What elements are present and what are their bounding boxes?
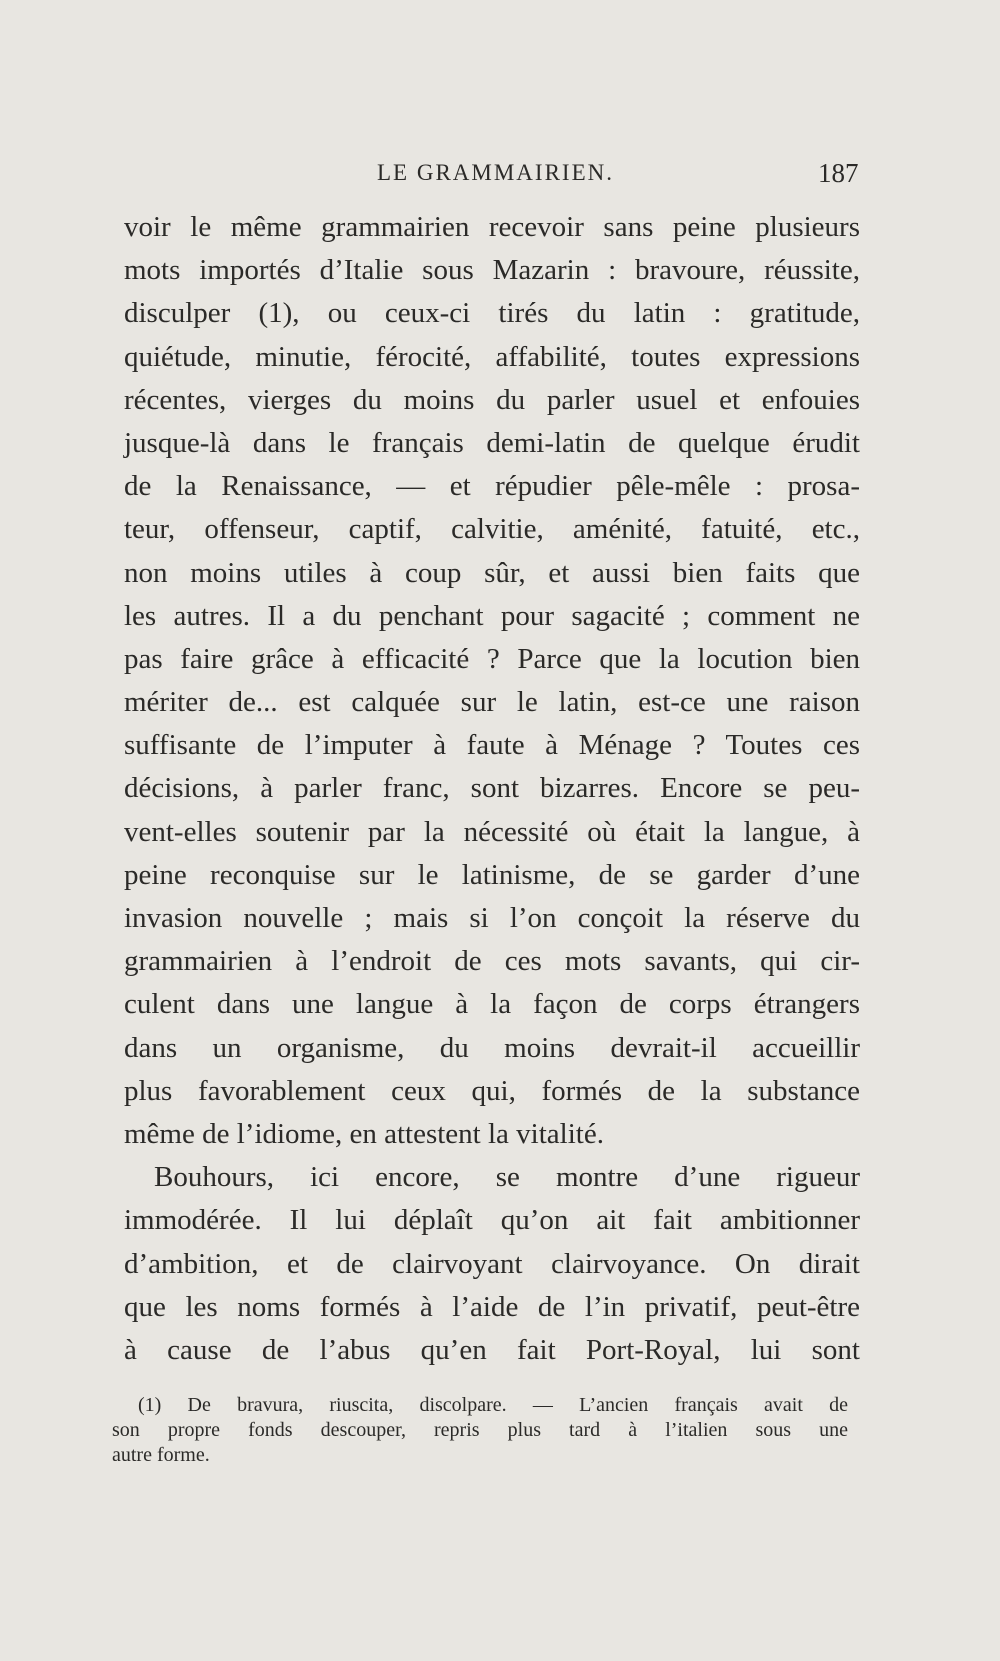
paragraph-first-line: Bouhours, ici encore, se montre d’une rigueur bbox=[154, 1161, 860, 1194]
body-line: plus favorablement ceux qui, formés de la substance bbox=[124, 1074, 860, 1107]
body-line: pas faire grâce à efficacité ? Parce que la locution bien bbox=[124, 642, 860, 675]
body-line: culent dans une langue à la façon de corps étrangers bbox=[124, 988, 860, 1021]
running-title: LE GRAMMAIRIEN. bbox=[377, 160, 614, 185]
body-line: d’ambition, et de clairvoyant clairvoyance. On dirait bbox=[124, 1247, 860, 1280]
body-line: décisions, à parler franc, sont bizarres. Encore se peu- bbox=[124, 772, 860, 805]
footnote-line: autre forme. bbox=[112, 1444, 210, 1466]
body-line: voir le même grammairien recevoir sans peine plusieurs bbox=[124, 211, 860, 243]
body-line: quiétude, minutie, férocité, affabilité, toutes expressions bbox=[124, 340, 860, 373]
body-line: que les noms formés à l’aide de l’in privatif, peut-être bbox=[124, 1290, 860, 1323]
running-head bbox=[0, 158, 1000, 190]
body-line: vent-elles soutenir par la nécessité où était la langue, à bbox=[124, 815, 860, 848]
body-line: même de l’idiome, en attestent la vitalité. bbox=[124, 1117, 604, 1150]
page-number: 187 bbox=[818, 158, 859, 188]
body-line: invasion nouvelle ; mais si l’on conçoit la réserve du bbox=[124, 902, 860, 934]
body-line: mots importés d’Italie sous Mazarin : bravoure, réussite, bbox=[124, 254, 860, 287]
footnote-line: son propre fonds descouper, repris plus tard à l’italien sous une bbox=[112, 1419, 848, 1441]
footnote-line: (1) De bravura, riuscita, discolpare. — L’ancien français avait de bbox=[138, 1394, 848, 1416]
body-text bbox=[124, 206, 860, 1372]
body-line: dans un organisme, du moins devrait-il accueillir bbox=[124, 1031, 860, 1064]
body-line: grammairien à l’endroit de ces mots savants, qui cir- bbox=[124, 945, 860, 978]
body-line: jusque-là dans le français demi-latin de quelque érudit bbox=[124, 426, 860, 459]
body-line: mériter de... est calquée sur le latin, est-ce une raison bbox=[124, 686, 860, 719]
body-line: teur, offenseur, captif, calvitie, aménité, fatuité, etc., bbox=[124, 513, 860, 546]
body-line: peine reconquise sur le latinisme, de se garder d’une bbox=[124, 858, 860, 891]
body-line: immodérée. Il lui déplaît qu’on ait fait ambitionner bbox=[124, 1204, 860, 1237]
body-line: non moins utiles à coup sûr, et aussi bien faits que bbox=[124, 556, 860, 589]
body-line: disculper (1), ou ceux-ci tirés du latin : gratitude, bbox=[124, 297, 860, 330]
body-line: de la Renaissance, — et répudier pêle-mêle : prosa- bbox=[124, 470, 860, 503]
footnote bbox=[112, 1393, 848, 1468]
body-line: suffisante de l’imputer à faute à Ménage ? Toutes ces bbox=[124, 729, 860, 762]
body-line: les autres. Il a du penchant pour sagacité ; comment ne bbox=[124, 599, 860, 632]
body-line: récentes, vierges du moins du parler usuel et enfouies bbox=[124, 383, 860, 416]
body-line: à cause de l’abus qu’en fait Port-Royal, lui sont bbox=[124, 1333, 860, 1366]
